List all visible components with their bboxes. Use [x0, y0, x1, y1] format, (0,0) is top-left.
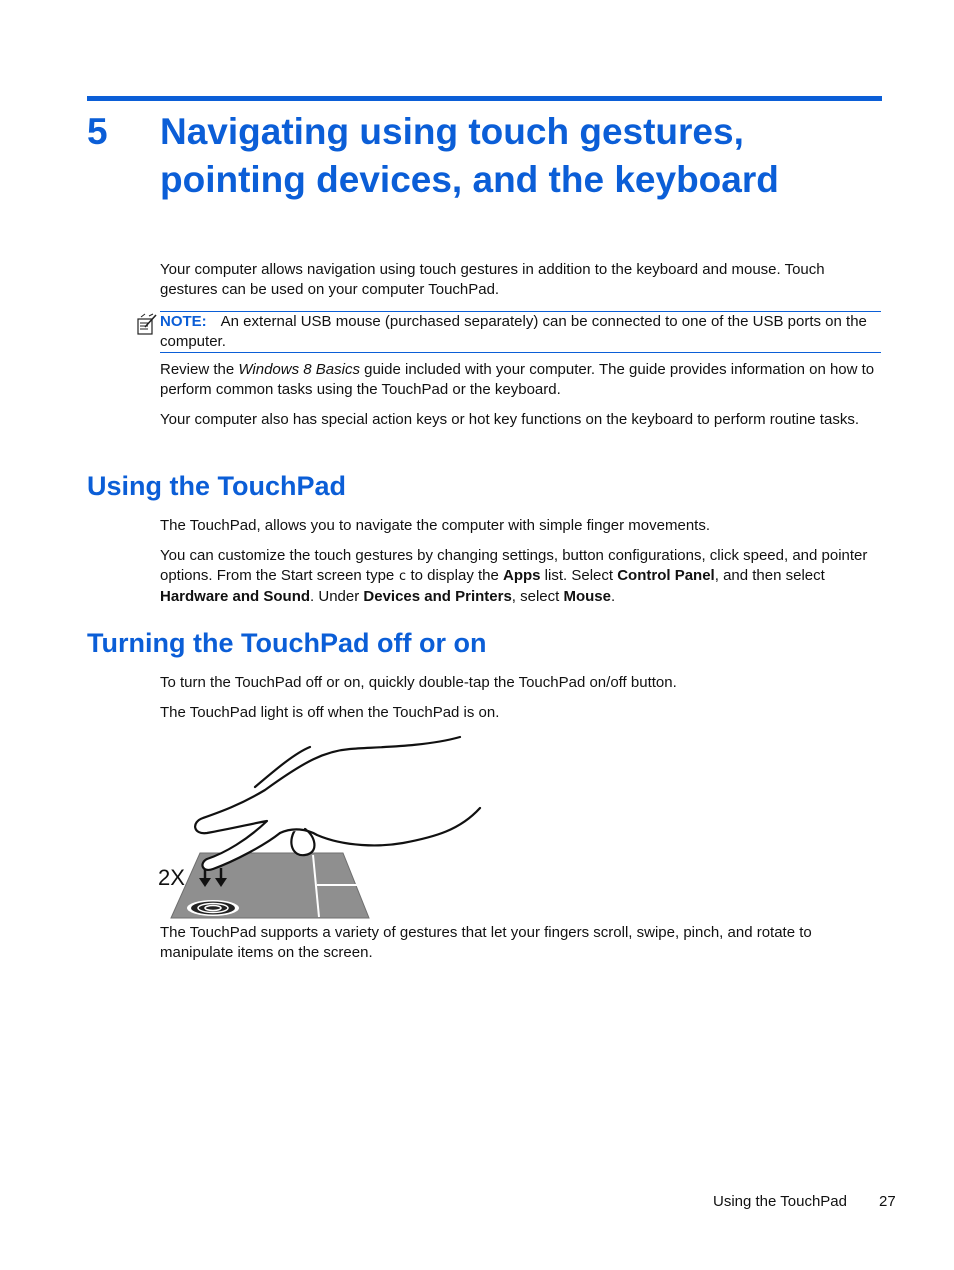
text-run: to display the: [406, 567, 504, 584]
touchpad-intro-paragraph: The TouchPad, allows you to navigate the computer with simple finger movements.: [160, 517, 711, 534]
mouse-term: Mouse: [563, 588, 611, 605]
text-run: .: [611, 588, 616, 605]
footer-section-title: Using the TouchPad: [713, 1193, 847, 1210]
review-paragraph: [160, 360, 882, 400]
intro-paragraph: Your computer allows navigation using touch gestures in addition to the keyboard and mouse. Touch gestures can be used on your computer TouchPad.: [160, 261, 825, 298]
hardware-sound-term: Hardware and Sound: [160, 588, 311, 605]
apps-term: Apps: [503, 567, 541, 584]
chapter-rule: [87, 96, 882, 101]
touchpad-double-tap-illustration: [155, 735, 485, 923]
text-run: , and then select: [714, 567, 825, 584]
review-post: guide included with your computer. The guide provides information on how to perform common tasks using the TouchPad or the keyboard.: [160, 361, 875, 398]
turn-off-paragraph: To turn the TouchPad off or on, quickly double-tap the TouchPad on/off button.: [160, 674, 677, 691]
note-icon: [136, 313, 158, 335]
touchpad-button-icon: [187, 900, 239, 916]
note-text: An external USB mouse (purchased separately) can be connected to one of the USB ports on the computer.: [160, 313, 867, 350]
note-label: NOTE:: [160, 313, 207, 330]
text-run: list. Select: [540, 567, 618, 584]
chapter-title-line1: Navigating using touch gestures,: [160, 111, 744, 152]
section-heading-using-touchpad: Using the TouchPad: [87, 471, 347, 501]
section-heading-turning-touchpad: Turning the TouchPad off or on: [87, 628, 487, 658]
chapter-title: [160, 108, 880, 204]
note-box: [160, 311, 881, 353]
guide-title: Windows 8 Basics: [238, 361, 360, 378]
tap-count-label: 2X: [158, 865, 185, 890]
footer-page-number: 27: [879, 1193, 896, 1210]
control-panel-term: Control Panel: [617, 567, 715, 584]
text-run: . Under: [310, 588, 364, 605]
chapter-number: 5: [87, 111, 108, 152]
key-c: c: [398, 569, 407, 584]
chapter-title-line2: pointing devices, and the keyboard: [160, 159, 779, 200]
gestures-paragraph: The TouchPad supports a variety of gestures that let your fingers scroll, swipe, pinch, and rotate to manipulate items on the screen.: [160, 924, 812, 961]
review-pre: Review the: [160, 361, 239, 378]
customize-paragraph: [160, 546, 882, 607]
devices-printers-term: Devices and Printers: [363, 588, 512, 605]
action-keys-paragraph: Your computer also has special action keys or hot key functions on the keyboard to perform routine tasks.: [160, 411, 859, 428]
light-paragraph: The TouchPad light is off when the TouchPad is on.: [160, 704, 500, 721]
hand-icon: [195, 737, 480, 870]
text-run: You can customize the touch gestures by changing settings, button configurations, click speed, and pointer options. From the Start screen type: [160, 547, 868, 584]
text-run: , select: [511, 588, 564, 605]
